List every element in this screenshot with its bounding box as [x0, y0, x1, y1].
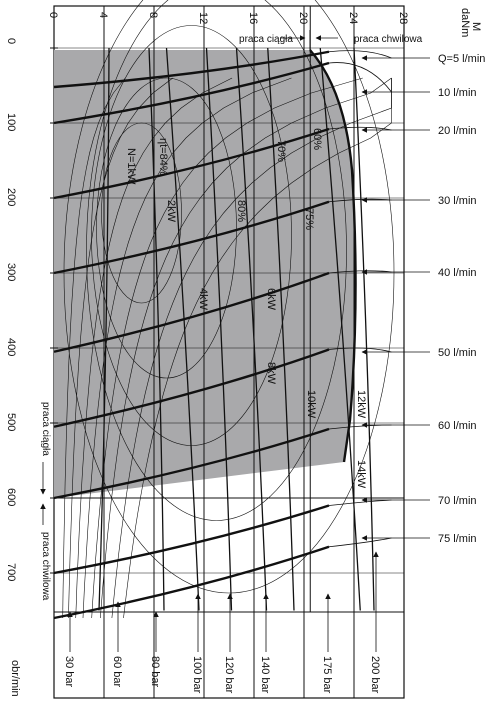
top-tick-label: 24: [347, 12, 359, 25]
left-tick-label: 500: [5, 413, 17, 432]
left-axis-unit: obr/min: [9, 660, 21, 697]
left-tick-label: 700: [5, 563, 17, 582]
flow-label: 10 l/min: [438, 87, 477, 99]
top-tick-label: 8: [147, 12, 159, 19]
top-tick-label: 28: [397, 12, 409, 25]
power-label: 10kW: [305, 390, 317, 419]
efficiency-label: ηt=84%: [157, 138, 169, 176]
left-tick-label: 400: [5, 338, 17, 357]
left-tick-label: 200: [5, 188, 17, 207]
intermittent-label-top: praca chwilowa: [353, 34, 423, 45]
top-tick-label: 16: [247, 12, 259, 25]
pressure-label: 60 bar: [111, 656, 123, 688]
flow-label: 60 l/min: [438, 420, 477, 432]
top-axis-unit-danm: daNm: [459, 8, 471, 38]
power-label: 2kW: [165, 200, 177, 222]
left-tick-label: 100: [5, 113, 17, 132]
pressure-label: 30 bar: [63, 656, 75, 688]
top-axis-unit-m: M: [470, 22, 482, 32]
pressure-label: 140 bar: [259, 656, 271, 694]
power-label: 14kW: [355, 460, 367, 489]
top-tick-label: 4: [97, 12, 109, 19]
efficiency-label: 80%: [235, 200, 247, 223]
top-tick-label: 12: [197, 12, 209, 25]
flow-label: 20 l/min: [438, 125, 477, 137]
intermittent-label-left: praca chwilowa: [40, 532, 51, 601]
power-label: 12kW: [355, 390, 367, 419]
pressure-label: 200 bar: [369, 656, 381, 694]
left-axis-ticks: [5, 38, 17, 581]
pressure-label: 120 bar: [223, 656, 235, 694]
pressure-label: 175 bar: [321, 656, 333, 694]
left-tick-label: 0: [5, 38, 17, 45]
pressure-label: 80 bar: [149, 656, 161, 688]
flow-label: 40 l/min: [438, 267, 477, 279]
continuous-label-top: praca ciągła: [239, 34, 293, 45]
flow-label: 50 l/min: [438, 347, 477, 359]
top-tick-label: 0: [47, 12, 59, 19]
efficiency-label: 70%: [275, 140, 287, 163]
power-label: 6kW: [265, 288, 277, 310]
flow-label: 75 l/min: [438, 533, 477, 545]
flow-label: 70 l/min: [438, 495, 477, 507]
continuous-label-left: praca ciągła: [40, 402, 51, 456]
flow-label: 30 l/min: [438, 195, 477, 207]
flow-label: Q=5 l/min: [438, 53, 486, 65]
pressure-label: 100 bar: [191, 656, 203, 694]
top-tick-label: 20: [297, 12, 309, 25]
left-tick-label: 600: [5, 488, 17, 507]
power-label: N=1kW: [125, 148, 137, 185]
power-label: 4kW: [197, 288, 209, 310]
efficiency-label: 75%: [303, 208, 315, 231]
left-tick-label: 300: [5, 263, 17, 282]
power-label: 8kW: [265, 362, 277, 384]
efficiency-label: 60%: [311, 128, 323, 151]
